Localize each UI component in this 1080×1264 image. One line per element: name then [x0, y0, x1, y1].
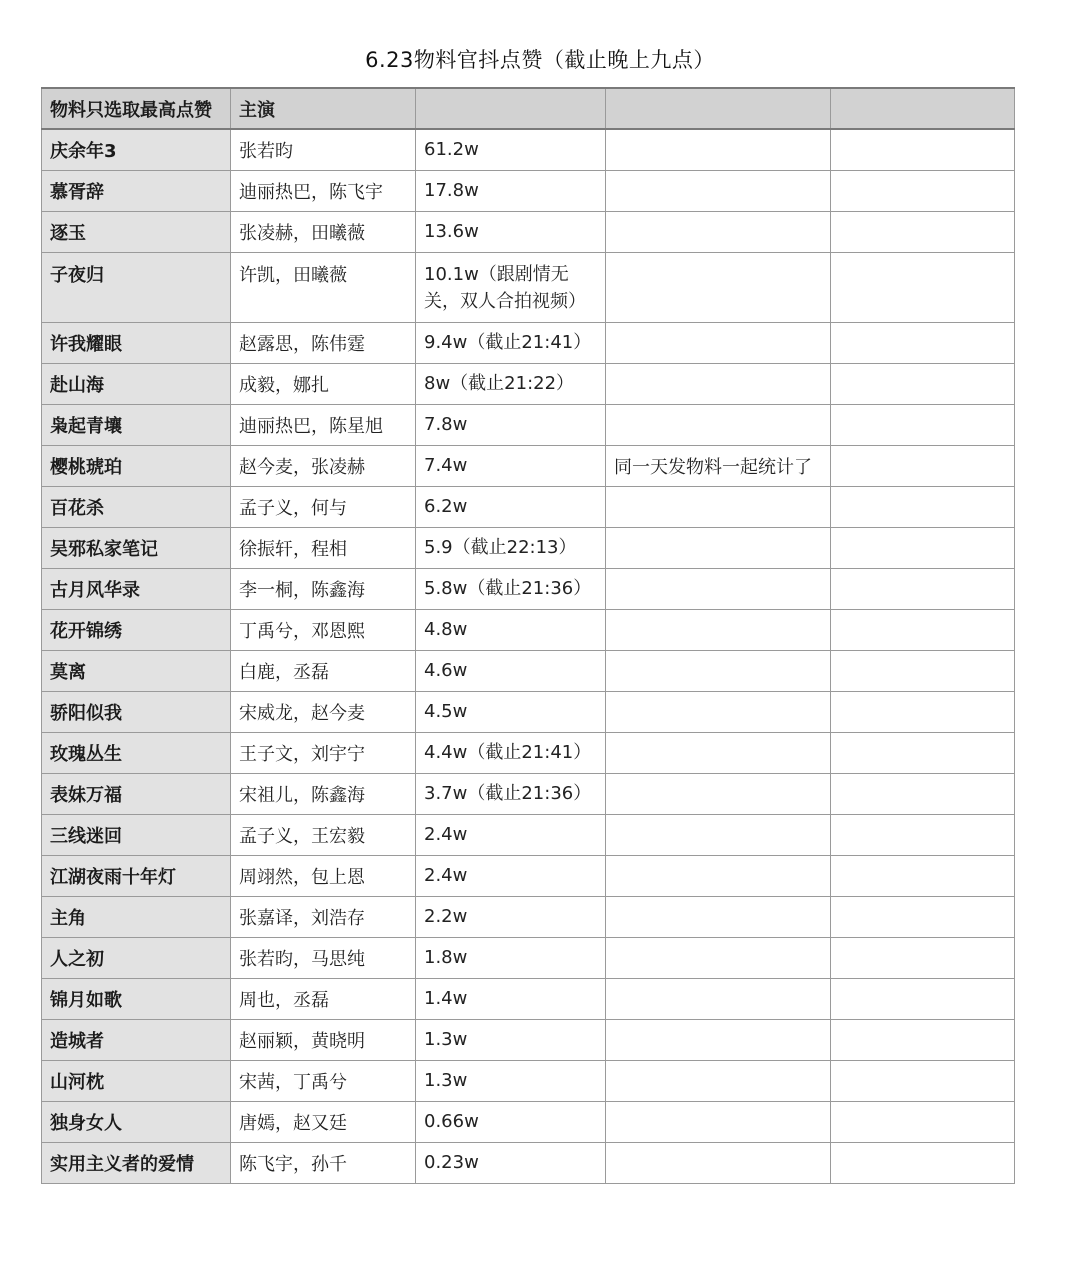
cast-cell: 王子文，刘宇宁: [231, 732, 416, 773]
drama-cell: 人之初: [42, 937, 231, 978]
table-row: [42, 211, 1015, 252]
extra-cell: [831, 129, 1015, 170]
table-row: [42, 896, 1015, 937]
table-row: [42, 691, 1015, 732]
likes-cell: 7.8w: [416, 404, 606, 445]
cast-cell: 宋茜，丁禹兮: [231, 1060, 416, 1101]
likes-cell: 3.7w（截止21:36）: [416, 773, 606, 814]
extra-cell: [831, 363, 1015, 404]
table-row: [42, 486, 1015, 527]
table-row: [42, 568, 1015, 609]
extra-cell: [831, 691, 1015, 732]
drama-cell: 莫离: [42, 650, 231, 691]
cast-cell: 成毅，娜扎: [231, 363, 416, 404]
drama-cell: 庆余年3: [42, 129, 231, 170]
table-row: [42, 855, 1015, 896]
likes-table: [41, 87, 1015, 1184]
drama-cell: 逐玉: [42, 211, 231, 252]
likes-cell: 17.8w: [416, 170, 606, 211]
cast-cell: 迪丽热巴，陈星旭: [231, 404, 416, 445]
cast-cell: 张若昀: [231, 129, 416, 170]
drama-cell: 古月风华录: [42, 568, 231, 609]
drama-cell: 吴邪私家笔记: [42, 527, 231, 568]
table-row: [42, 404, 1015, 445]
cast-cell: 周也，丞磊: [231, 978, 416, 1019]
note-cell: [606, 937, 831, 978]
note-cell: [606, 855, 831, 896]
cast-cell: 张若昀，马思纯: [231, 937, 416, 978]
note-cell: [606, 1060, 831, 1101]
extra-cell: [831, 1101, 1015, 1142]
drama-cell: 三线迷回: [42, 814, 231, 855]
likes-cell: 9.4w（截止21:41）: [416, 322, 606, 363]
extra-cell: [831, 404, 1015, 445]
table-row: [42, 1019, 1015, 1060]
table-row: [42, 170, 1015, 211]
cast-cell: 张凌赫，田曦薇: [231, 211, 416, 252]
header-extra: [831, 88, 1015, 129]
drama-cell: 表妹万福: [42, 773, 231, 814]
note-cell: [606, 211, 831, 252]
drama-cell: 山河枕: [42, 1060, 231, 1101]
likes-cell: 10.1w（跟剧情无关，双人合拍视频）: [416, 252, 606, 322]
cast-cell: 赵露思，陈伟霆: [231, 322, 416, 363]
table-row: [42, 129, 1015, 170]
cast-cell: 许凯，田曦薇: [231, 252, 416, 322]
note-cell: [606, 650, 831, 691]
header-cast: 主演: [231, 88, 416, 129]
table-row: [42, 978, 1015, 1019]
extra-cell: [831, 211, 1015, 252]
note-cell: [606, 568, 831, 609]
note-cell: [606, 814, 831, 855]
likes-cell: 8w（截止21:22）: [416, 363, 606, 404]
likes-cell: 5.8w（截止21:36）: [416, 568, 606, 609]
extra-cell: [831, 609, 1015, 650]
likes-cell: 4.4w（截止21:41）: [416, 732, 606, 773]
cast-cell: 周翊然，包上恩: [231, 855, 416, 896]
likes-cell: 6.2w: [416, 486, 606, 527]
extra-cell: [831, 527, 1015, 568]
table-row: [42, 363, 1015, 404]
drama-cell: 子夜归: [42, 252, 231, 322]
likes-cell: 0.23w: [416, 1142, 606, 1183]
likes-cell: 2.4w: [416, 814, 606, 855]
cast-cell: 丁禹兮，邓恩熙: [231, 609, 416, 650]
table-row: [42, 609, 1015, 650]
extra-cell: [831, 322, 1015, 363]
table-row: [42, 252, 1015, 322]
drama-cell: 江湖夜雨十年灯: [42, 855, 231, 896]
note-cell: [606, 404, 831, 445]
drama-cell: 赴山海: [42, 363, 231, 404]
drama-cell: 玫瑰丛生: [42, 732, 231, 773]
note-cell: [606, 1101, 831, 1142]
cast-cell: 张嘉译，刘浩存: [231, 896, 416, 937]
drama-cell: 花开锦绣: [42, 609, 231, 650]
table-row: [42, 445, 1015, 486]
extra-cell: [831, 978, 1015, 1019]
extra-cell: [831, 252, 1015, 322]
cast-cell: 李一桐，陈鑫海: [231, 568, 416, 609]
header-likes: [416, 88, 606, 129]
drama-cell: 慕胥辞: [42, 170, 231, 211]
likes-cell: 5.9（截止22:13）: [416, 527, 606, 568]
drama-cell: 实用主义者的爱情: [42, 1142, 231, 1183]
note-cell: [606, 732, 831, 773]
table-row: [42, 732, 1015, 773]
extra-cell: [831, 486, 1015, 527]
table-row: [42, 1060, 1015, 1101]
table-header-row: [42, 88, 1015, 129]
likes-cell: 13.6w: [416, 211, 606, 252]
extra-cell: [831, 1019, 1015, 1060]
cast-cell: 宋威龙，赵今麦: [231, 691, 416, 732]
table-row: [42, 814, 1015, 855]
note-cell: [606, 691, 831, 732]
note-cell: [606, 252, 831, 322]
note-cell: [606, 486, 831, 527]
likes-cell: 0.66w: [416, 1101, 606, 1142]
note-cell: [606, 978, 831, 1019]
table-row: [42, 527, 1015, 568]
note-cell: [606, 129, 831, 170]
extra-cell: [831, 896, 1015, 937]
table-row: [42, 937, 1015, 978]
extra-cell: [831, 732, 1015, 773]
note-cell: [606, 896, 831, 937]
extra-cell: [831, 937, 1015, 978]
header-drama: 物料只选取最高点赞: [42, 88, 231, 129]
extra-cell: [831, 445, 1015, 486]
drama-cell: 骄阳似我: [42, 691, 231, 732]
extra-cell: [831, 1060, 1015, 1101]
cast-cell: 赵丽颖，黄晓明: [231, 1019, 416, 1060]
table-row: [42, 322, 1015, 363]
likes-cell: 2.2w: [416, 896, 606, 937]
drama-cell: 造城者: [42, 1019, 231, 1060]
cast-cell: 孟子义，王宏毅: [231, 814, 416, 855]
note-cell: [606, 1142, 831, 1183]
likes-cell: 1.4w: [416, 978, 606, 1019]
likes-cell: 7.4w: [416, 445, 606, 486]
cast-cell: 白鹿，丞磊: [231, 650, 416, 691]
drama-cell: 百花杀: [42, 486, 231, 527]
extra-cell: [831, 650, 1015, 691]
header-note: [606, 88, 831, 129]
table-row: [42, 650, 1015, 691]
drama-cell: 许我耀眼: [42, 322, 231, 363]
likes-cell: 4.5w: [416, 691, 606, 732]
extra-cell: [831, 855, 1015, 896]
extra-cell: [831, 773, 1015, 814]
cast-cell: 陈飞宇，孙千: [231, 1142, 416, 1183]
cast-cell: 孟子义，何与: [231, 486, 416, 527]
note-cell: 同一天发物料一起统计了: [606, 445, 831, 486]
table-row: [42, 1142, 1015, 1183]
cast-cell: 徐振轩，程相: [231, 527, 416, 568]
table-row: [42, 1101, 1015, 1142]
note-cell: [606, 527, 831, 568]
cast-cell: 赵今麦，张凌赫: [231, 445, 416, 486]
note-cell: [606, 1019, 831, 1060]
note-cell: [606, 170, 831, 211]
note-cell: [606, 363, 831, 404]
likes-cell: 4.6w: [416, 650, 606, 691]
likes-cell: 1.3w: [416, 1019, 606, 1060]
table-row: [42, 773, 1015, 814]
likes-cell: 1.3w: [416, 1060, 606, 1101]
cast-cell: 迪丽热巴，陈飞宇: [231, 170, 416, 211]
likes-cell: 61.2w: [416, 129, 606, 170]
drama-cell: 独身女人: [42, 1101, 231, 1142]
drama-cell: 主角: [42, 896, 231, 937]
drama-cell: 樱桃琥珀: [42, 445, 231, 486]
cast-cell: 宋祖儿，陈鑫海: [231, 773, 416, 814]
note-cell: [606, 322, 831, 363]
likes-cell: 2.4w: [416, 855, 606, 896]
page-title: 6.23物料官抖点赞（截止晚上九点）: [365, 48, 715, 72]
likes-cell: 1.8w: [416, 937, 606, 978]
cast-cell: 唐嫣，赵又廷: [231, 1101, 416, 1142]
extra-cell: [831, 170, 1015, 211]
note-cell: [606, 609, 831, 650]
likes-cell: 4.8w: [416, 609, 606, 650]
extra-cell: [831, 568, 1015, 609]
extra-cell: [831, 1142, 1015, 1183]
extra-cell: [831, 814, 1015, 855]
drama-cell: 枭起青壤: [42, 404, 231, 445]
drama-cell: 锦月如歌: [42, 978, 231, 1019]
note-cell: [606, 773, 831, 814]
